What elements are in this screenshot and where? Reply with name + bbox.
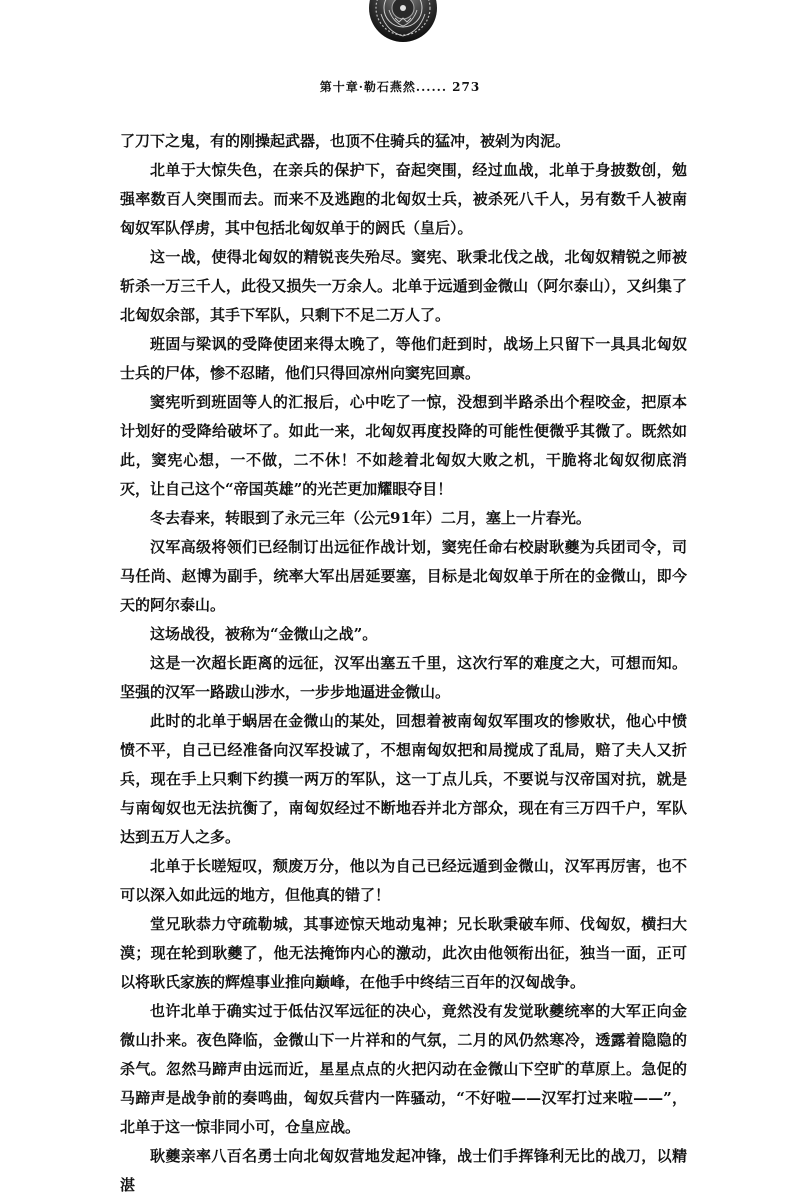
paragraph: 北单于大惊失色，在亲兵的保护下，奋起突围，经过血战，北单于身披数创，勉强率数百人突围而去。而来不及逃跑的北匈奴士兵，被杀死八千人，另有数千人被南匈奴军队俘虏，其中包括北匈奴单于的阏氏（皇后）。 [120,161,687,237]
paragraph: 窦宪听到班固等人的汇报后，心中吃了一惊，没想到半路杀出个程咬金，把原本计划好的受降给破坏了。如此一来，北匈奴再度投降的可能性便微乎其微了。既然如此，窦宪心想，一不做，二不休！不如趁着北匈奴大败之机，干脆将北匈奴彻底消灭，让自己这个“帝国英雄”的光芒更加耀眼夺目！ [120,393,687,498]
paragraph: 汉军高级将领们已经制订出远征作战计划，窦宪任命右校尉耿夔为兵团司令，司马任尚、赵博为副手，统率大军出居延要塞，目标是北匈奴单于所在的金微山，即今天的阿尔泰山。 [120,538,687,614]
bronze-medallion-ornament [367,0,439,44]
paragraph: 班固与梁讽的受降使团来得太晚了，等他们赶到时，战场上只留下一具具北匈奴士兵的尸体，惨不忍睹，他们只得回凉州向窦宪回禀。 [120,335,687,382]
paragraph: 耿夔亲率八百名勇士向北匈奴营地发起冲锋，战士们手挥锋利无比的战刀，以精湛 [120,1147,687,1194]
paragraph: 堂兄耿恭力守疏勒城，其事迹惊天地动鬼神；兄长耿秉破车师、伐匈奴，横扫大漠；现在轮到耿夔了，他无法掩饰内心的激动，此次由他领衔出征，独当一面，正可以将耿氏家族的辉煌事业推向巅峰，在他手中终结三百年的汉匈战争。 [120,915,687,991]
paragraph: 冬去春来，转眼到了永元三年（公元91年）二月，塞上一片春光。 [150,509,591,527]
paragraph: 此时的北单于蜗居在金微山的某处，回想着被南匈奴军围攻的惨败状，他心中愤愤不平，自己已经准备向汉军投诚了，不想南匈奴把和局搅成了乱局，赔了夫人又折兵，现在手上只剩下约摸一两万的军队，这一丁点儿兵，不要说与汉帝国对抗，就是与南匈奴也无法抗衡了，南匈奴经过不断地吞并北方部众，现在有三万四千户，军队达到五万人之多。 [120,712,687,846]
paragraph: 了刀下之鬼，有的刚操起武器，也顶不住骑兵的猛冲，被剁为肉泥。 [120,132,571,150]
paragraph: 这场战役，被称为“金微山之战”。 [150,625,378,643]
paragraph: 北单于长嗟短叹，颓废万分，他以为自己已经远遁到金微山，汉军再厉害，也不可以深入如此远的地方，但他真的错了！ [120,857,687,904]
paragraph: 这一战，使得北匈奴的精锐丧失殆尽。窦宪、耿秉北伐之战，北匈奴精锐之师被斩杀一万三千人，此役又损失一万余人。北单于远遁到金微山（阿尔泰山），又纠集了北匈奴余部，其手下军队，只剩下不足二万人了。 [120,248,687,324]
paragraph: 这是一次超长距离的远征，汉军出塞五千里，这次行军的难度之大，可想而知。坚强的汉军一路跋山涉水，一步步地逼进金微山。 [120,654,687,701]
body-text [120,127,687,1200]
paragraph: 也许北单于确实过于低估汉军远征的决心，竟然没有发觉耿夔统率的大军正向金微山扑来。夜色降临，金微山下一片祥和的气氛，二月的风仍然寒冷，透露着隐隐的杀气。忽然马蹄声由远而近，星星点点的火把闪动在金微山下空旷的草原上。急促的马蹄声是战争前的奏鸣曲，匈奴兵营内一阵骚动，“不好啦——汉军打过来啦——”，北单于这一惊非同小可，仓皇应战。 [120,1002,687,1136]
running-head: 第十章·勒石燕然...... 273 [319,80,481,94]
